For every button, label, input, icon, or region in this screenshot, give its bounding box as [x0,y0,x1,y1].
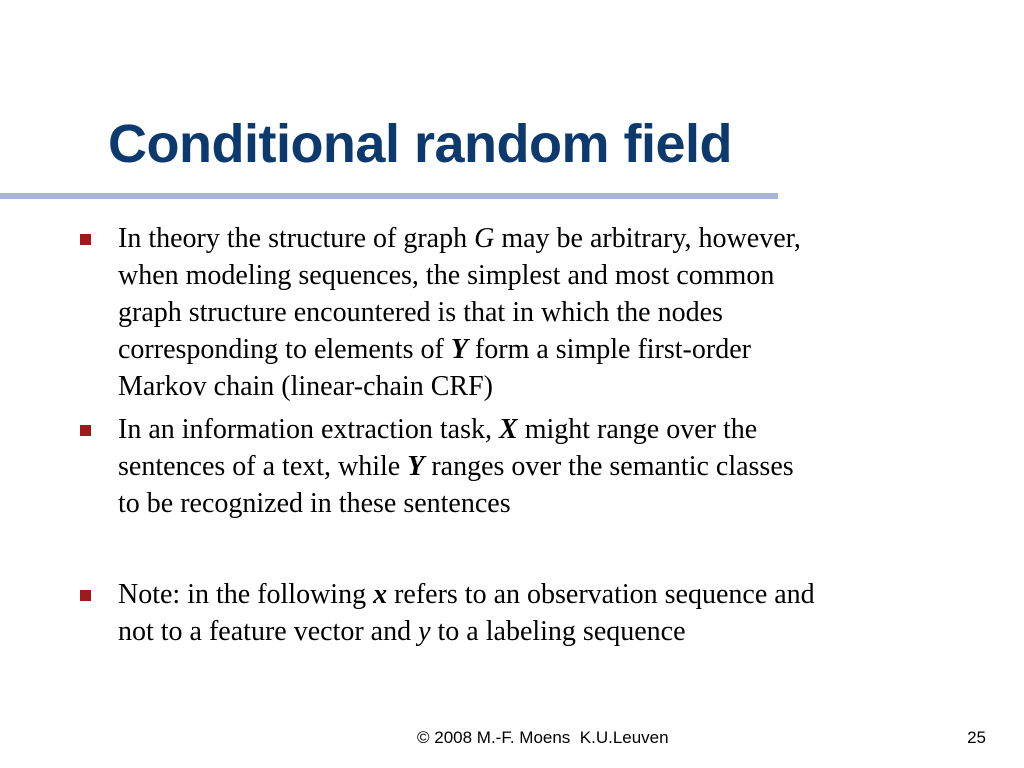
bullet-text [118,220,988,405]
variable-x-lower: x [373,579,388,610]
title-underline [0,193,778,199]
variable-g: G [474,223,495,254]
bullet-line: Markov chain (linear-chain CRF) [118,371,493,402]
square-bullet-icon [80,425,91,436]
footer-copyright: © 2008 M.-F. Moens K.U.Leuven [417,728,669,747]
variable-y: Y [450,334,468,365]
bullet-line: graph structure encountered is that in which the nodes [118,297,723,328]
variable-y: Y [407,451,425,482]
bullet-line: sentences of a text, while Y ranges over the semantic classes [118,451,794,482]
variable-y-lower: y [418,616,431,647]
bullet-text [118,576,988,650]
bullet-line: not to a feature vector and y to a labeling sequence [118,616,686,647]
square-bullet-icon [80,590,91,601]
bullet-line: In an information extraction task, X might range over the [118,414,758,445]
variable-x: X [499,414,518,445]
square-bullet-icon [80,234,91,245]
bullet-line: Note: in the following x refers to an observation sequence and [118,579,815,610]
bullet-line: when modeling sequences, the simplest and most common [118,260,775,291]
bullet-text [118,411,988,522]
bullet-line: In theory the structure of graph G may be arbitrary, however, [118,223,801,254]
slide-title: Conditional random field [108,114,732,174]
bullet-line: to be recognized in these sentences [118,488,511,519]
page-number: 25 [967,728,986,747]
bullet-line: corresponding to elements of Y form a simple first-order [118,334,751,365]
